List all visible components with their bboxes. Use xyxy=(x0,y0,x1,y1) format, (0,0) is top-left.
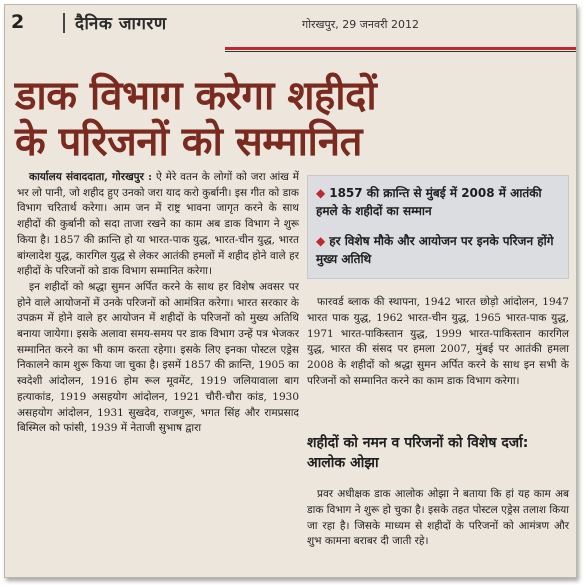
highlight-box xyxy=(307,175,569,279)
masthead xyxy=(5,5,576,39)
article-paragraph-4: प्रवर अधीक्षक डाक आलोक ओझा ने बताया कि हां यह काम अब डाक विभाग ने शुरू हो चुका है। इसके तहत पोस्टल एड्रेस तलाश किया जा रहा है। जिसके माध्यम से शहीदों के परिजनों को आमंत्रण और शुभ कामना बराबर दी जाती रहे। xyxy=(307,488,569,548)
article-paragraph-3: फारवर्ड ब्लाक की स्थापना, 1942 भारत छोड़ो आंदोलन, 1947 भारत पाक युद्ध, 1962 भारत-चीन युद्ध, 1965 भारत-पाक युद्ध, 1971 भारत-पाकिस्तान युद्ध, 1999 भारत-पाकिस्तान कारगिल युद्ध, भारत की संसद पर हमला 2007, मुंबई पर आतंकी हमला 2008 के शहीदों को श्रद्धा सुमन अर्पित करने के साथ इन सभी के परिजनों को सम्मानित करने का काम डाक विभाग करेगा। xyxy=(307,296,569,387)
dateline: गोरखपुर, 29 जनवरी 2012 xyxy=(302,18,419,31)
article-paragraph-1 xyxy=(17,170,299,280)
article-column-3 xyxy=(307,487,569,550)
article-paragraph-2: इन शहीदों को श्रद्धा सुमन अर्पित करने के साथ हर विशेष अवसर पर होने वाले आयोजनों में उनके परिजनों को आमंत्रित करेगा। भारत सरकार के उपक्रम में होने वाले हर आयोजन में शहीदों के परिजनों को मुख्य अतिथि बनाया जायेगा। इसके अलावा समय-समय पर डाक विभाग उन्हें पत्र भेजकर सम्मानित करने का भी काम करता रहेगा। इसके लिए इनका पोस्टल एड्रेस निकालने काम शुरू किया जा चुका है। इसमें 1857 की क्रान्ति, 1905 का स्वदेशी आंदोलन, 1916 होम रूल मूवमेंट, 1919 जलियावाला बाग हत्याकांड, 1919 असहयोग आंदोलन, 1921 चौरी-चौरा कांड, 1930 असहयोग आंदोलन, 1931 सुखदेव, राजगुरू, भगत सिंह और रामप्रसाद बिस्मिल को फांसी, 1939 में नेताजी सुभाष द्वारा xyxy=(17,280,299,435)
article-column-2 xyxy=(307,295,569,390)
header-rule xyxy=(225,47,576,50)
highlight-item xyxy=(316,232,564,268)
newspaper-clipping xyxy=(4,4,577,578)
highlight-text: हर विशेष मौके और आयोजन पर इनके परिजन होंगे मुख्य अतिथि xyxy=(316,234,554,266)
headline-line-1: डाक विभाग करेगा शहीदों xyxy=(15,73,377,119)
article-column-1 xyxy=(17,170,299,572)
headline-line-2: के परिजनों को सम्मानित xyxy=(15,119,362,165)
newspaper-name: दैनिक जागरण xyxy=(75,14,167,34)
highlight-text: 1857 की क्रान्ति से मुंबई में 2008 में आतंकी हमले के शहीदों का सम्मान xyxy=(316,186,542,218)
diamond-bullet-icon: ◆ xyxy=(316,234,326,248)
byline: कार्यालय संवाददाता, गोरखपुर : xyxy=(29,171,153,183)
paragraph-1-text: ऐ मेरे वतन के लोगों को जरा आंख में भर लो पानी, जो शहीद हुए उनको जरा याद करो कुर्बानी। इस गीत को डाक विभाग चरितार्थ करेगा। आम जन में राष्ट्र भावना जागृत करने के साथ शहीदों की कुर्बानी को सदा ताजा रखने का काम अब डाक विभाग ने शुरू किया है। 1857 की क्रान्ति हो या भारत-पाक युद्ध, भारत-चीन युद्ध, भारत बांग्लादेश युद्ध, कारगिल युद्ध से लेकर आतंकी हमलों में शहीद होने वाले हर शहीदों के परिजनों को डाक विभाग सम्मानित करेगा। xyxy=(17,171,299,278)
masthead-divider xyxy=(63,13,65,33)
diamond-bullet-icon: ◆ xyxy=(316,186,326,200)
header-rule-thin xyxy=(225,51,576,52)
headline xyxy=(15,73,570,165)
highlight-item xyxy=(316,184,564,220)
page-number: 2 xyxy=(11,11,25,33)
subheading: शहीदों को नमन व परिजनों को विशेष दर्जा: आलोक ओझा xyxy=(307,435,529,471)
